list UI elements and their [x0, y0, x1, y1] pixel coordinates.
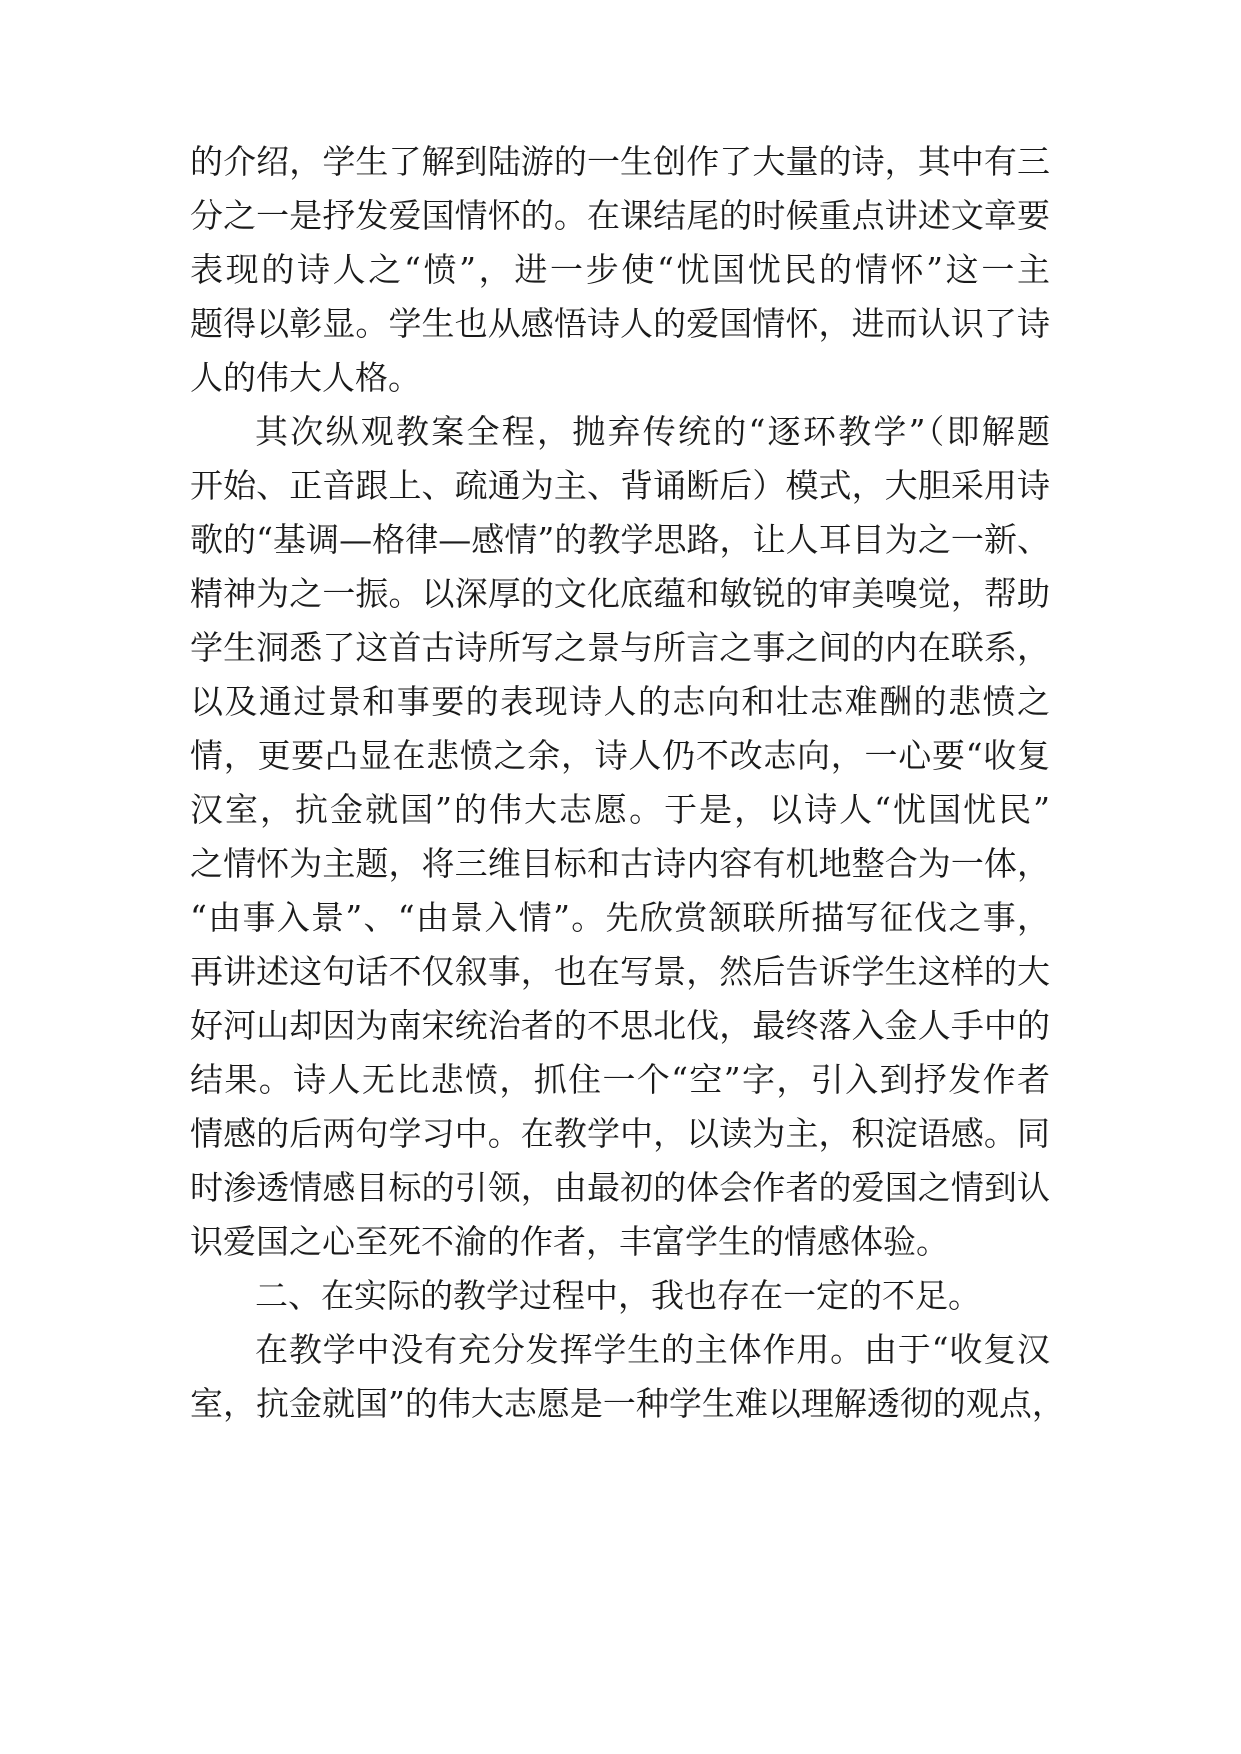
text-line: 的介绍，学生了解到陆游的一生创作了大量的诗，其中有三: [190, 142, 1050, 181]
text-line: 室，抗金就国”的伟大志愿是一种学生难以理解透彻的观点，: [190, 1384, 1065, 1423]
text-line: 题得以彰显。学生也从感悟诗人的爱国情怀，进而认识了诗: [190, 304, 1050, 343]
text-line: 时渗透情感目标的引领，由最初的体会作者的爱国之情到认: [190, 1168, 1050, 1207]
text-line: 精神为之一振。以深厚的文化底蕴和敏锐的审美嗅觉，帮助: [190, 574, 1050, 613]
text-line: 歌的“基调—格律—感情”的教学思路，让人耳目为之一新、: [190, 520, 1050, 559]
paragraph-first-line: 在教学中没有充分发挥学生的主体作用。由于“收复汉: [255, 1330, 1050, 1369]
text-line: 人的伟大人格。: [190, 358, 421, 397]
text-line: “由事入景”、“由景入情”。先欣赏颔联所描写征伐之事，: [190, 898, 1050, 937]
text-line: 之情怀为主题，将三维目标和古诗内容有机地整合为一体，: [190, 844, 1050, 883]
text-line: 识爱国之心至死不渝的作者，丰富学生的情感体验。: [190, 1222, 949, 1261]
text-line: 以及通过景和事要的表现诗人的志向和壮志难酬的悲愤之: [190, 682, 1050, 721]
section-heading: 二、在实际的教学过程中，我也存在一定的不足。: [255, 1276, 981, 1315]
text-line: 汉室，抗金就国”的伟大志愿。于是，以诗人“忧国忧民”: [190, 790, 1050, 829]
text-line: 分之一是抒发爱国情怀的。在课结尾的时候重点讲述文章要: [190, 196, 1050, 235]
paragraph-first-line: 其次纵观教案全程，抛弃传统的“逐环教学”（即解题: [255, 412, 1050, 451]
text-line: 表现的诗人之“愤”，进一步使“忧国忧民的情怀”这一主: [190, 250, 1050, 289]
text-line: 开始、正音跟上、疏通为主、背诵断后）模式，大胆采用诗: [190, 466, 1050, 505]
text-line: 好河山却因为南宋统治者的不思北伐，最终落入金人手中的: [190, 1006, 1050, 1045]
text-line: 情感的后两句学习中。在教学中，以读为主，积淀语感。同: [190, 1114, 1050, 1153]
text-line: 再讲述这句话不仅叙事，也在写景，然后告诉学生这样的大: [190, 952, 1050, 991]
text-line: 情，更要凸显在悲愤之余，诗人仍不改志向，一心要“收复: [190, 736, 1050, 775]
text-line: 学生洞悉了这首古诗所写之景与所言之事之间的内在联系，: [190, 628, 1050, 667]
text-line: 结果。诗人无比悲愤，抓住一个“空”字，引入到抒发作者: [190, 1060, 1050, 1099]
